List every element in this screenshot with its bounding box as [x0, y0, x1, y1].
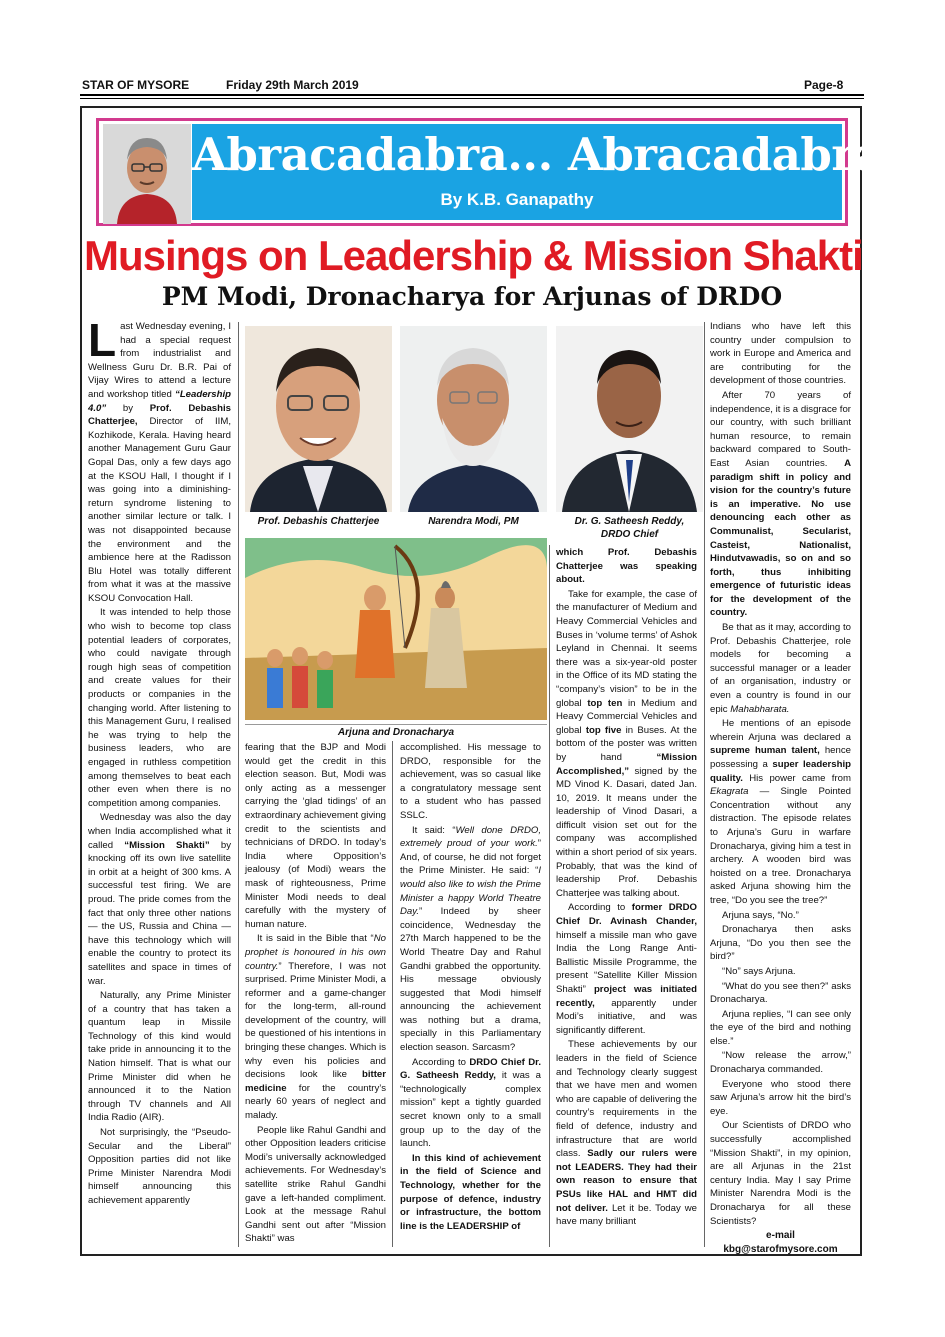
text: Wednesday was also the day when India accomplished what it called: [88, 812, 231, 851]
header-rule: [80, 94, 864, 96]
text: top ten: [587, 697, 623, 709]
text: DRDO Chief Dr. G. Satheesh Reddy,: [400, 1056, 541, 1082]
photo-chatterjee: [245, 326, 392, 512]
paragraph: Indians who have left this country under compulsion to work in Europe and America and are contributing for the development of those countries.: [710, 321, 851, 387]
text: supreme human talent,: [710, 745, 820, 757]
paragraph: People like Rahul Gandhi and other Opposition leaders criticise Modi’s universally acknowledged achievements. For Wednesday’s satellite strike Rahul Gandhi gave a left-handed compliment. Look at the message Rahul Gandhi sent out after “Mission Shakti” was: [245, 1124, 386, 1245]
text: He mentions of an episode wherein Arjuna was declared a: [710, 718, 851, 743]
portrait-chatterjee-icon: [245, 326, 392, 512]
article-column-5: [710, 320, 851, 1257]
text: it was a “technologically complex mission” kept a tightly guarded secret known only to a small group up to the day of the launch.: [400, 1070, 541, 1150]
text: top five: [585, 724, 622, 736]
paragraph: Arjuna replies, “I can see only the eye of the bird and nothing else.”: [710, 1008, 851, 1047]
text: in Buses. At the bottom of the poster was written by hand: [556, 724, 697, 763]
article-column-2: [245, 741, 386, 1247]
paragraph: “Now release the arrow,” Dronacharya commanded.: [710, 1050, 851, 1076]
caption-reddy-line1: Dr. G. Satheesh Reddy,: [574, 516, 685, 527]
text: Director of IIM, Kozhikode, Kerala. Having heard another Management Guru Gaur Gopal Das, only a few days ago at the KSOU Hall, I thought if I was going into a diminishing-return syndrome listening to another similar lecture or talk. I was not disappointed because the environment and the ambience here at the Radisson Blu Hotel was totally different from what it was at the massive KSOU Convocation Hall.: [88, 416, 231, 604]
text: “Leadership 4.0”: [88, 388, 231, 414]
paragraph: [710, 621, 851, 716]
paragraph: [556, 901, 697, 1037]
article-column-3: [400, 741, 541, 1234]
article-column-4: [556, 546, 697, 1230]
paragraph: [710, 389, 851, 620]
text: It is said in the Bible that “: [257, 933, 374, 945]
column-divider: [238, 322, 239, 1247]
text: ” And, of course, he did not forget the Prime Minister. He said: “: [400, 838, 541, 877]
paragraph: Not surprisingly, the “Pseudo-Secular and the Liberal” Opposition parties did not like Prime Minister Narendra Modi himself announcing this achievement apparently: [88, 1127, 231, 1206]
paragraph: [556, 546, 697, 587]
text: In this kind of achievement in the field of Science and Technology, whether for the purpose of defence, industry or infrastructure, the bottom line is the LEADERSHIP of: [400, 1152, 541, 1232]
subheadline: PM Modi, Dronacharya for Arjunas of DRDO: [161, 282, 783, 311]
text: “Mission Shakti”: [124, 839, 210, 851]
email-address[interactable]: kbg@starofmysore.com: [723, 1244, 838, 1256]
text: These achievements by our leaders in the field of Science and Technology clearly suggest that we have men and women who are capable of delivering the country’s requirements in the field of defence, industry and infrastructure that are world class.: [556, 1039, 697, 1160]
text: I would also like to wish the Prime Minister a happy World Theatre Day.: [400, 865, 541, 918]
text: bitter medicine: [245, 1069, 386, 1094]
text: — Single Pointed Concentration without any distraction. The episode relates to Arjuna’s Guru in warfare Dronacharya, giving him a test in archery. A wooden bird was hoisted on a tree. Dronacharya asked Arjuna showing him the tree, “Do you see the tree?”: [710, 786, 851, 906]
paragraph: “No” says Arjuna.: [722, 965, 796, 977]
caption-modi: Narendra Modi, PM: [428, 516, 519, 527]
archery-illustration-icon: [245, 538, 547, 720]
paragraph: [88, 314, 231, 605]
column-divider: [704, 322, 705, 1247]
text: apparently under Modi’s initiative, and was significantly different.: [556, 997, 697, 1036]
email-label: e-mail: [766, 1230, 795, 1242]
text: His power came from: [742, 772, 851, 784]
paragraph: [88, 811, 231, 988]
text: signed by the MD Vinod K. Dasari, dated Jan. 10, 2019. It means under the leadership of Vinod Dasari, a difficult vision set out for the company was accomplished within a short period of six years. Probably, that was the kind of leadership Prof. Debashis Chatterjee was talking about.: [556, 765, 697, 899]
text: project was initiated recently,: [556, 984, 697, 1009]
paragraph: It was intended to help those who wish to become top class potential leaders of corporates, who could navigate through rough high seas of competition and create values for their products or companies in the changing world. After listening to this Management Guru, I realised he was trying to help the business leaders, who are engaged in ruthless competition among themselves to beat each other even when there is no competition among companies.: [88, 607, 231, 809]
column-title: Abracadabra... Abracadabra...: [192, 128, 929, 181]
text: Be that as it may, according to Prof. Debashis Chatterjee, role models for becoming a successful manager or a leader of an organisation, industry or even a country is found in our epic: [710, 622, 851, 715]
paragraph: [400, 1152, 541, 1234]
header-rule-thin: [80, 98, 864, 99]
text: No prophet is honoured in his own country.: [245, 933, 386, 972]
column-divider: [549, 545, 550, 1247]
portrait-reddy-icon: [556, 326, 703, 512]
text: Mahabharata.: [730, 703, 790, 715]
issue-date: Friday 29th March 2019: [226, 78, 359, 92]
text: After 70 years of independence, it is a disgrace for our country, with such brilliant human resource, to remain backward compared to South-East Asian countries.: [710, 389, 851, 469]
paragraph: [400, 824, 541, 1055]
text: for the country’s nearly 60 years of neglect and malady.: [245, 1082, 386, 1122]
page-number: Page-8: [804, 78, 844, 92]
photo-reddy: [556, 326, 703, 512]
article-column-1: [88, 314, 231, 1209]
text: According to: [412, 1056, 470, 1068]
paragraph: [556, 1038, 697, 1228]
text: Take for example, the case of the manufacturer of Medium and Heavy Commercial Vehicles and Buses in ‘volume terms’ of Ashok Leyland in Chennai. It seems there was a six-year-old poster in the Office of its MD stating the “company’s vision” to be in the global: [556, 588, 697, 709]
paragraph: Everyone who stood there saw Arjuna’s arrow hit the bird’s eye.: [710, 1078, 851, 1117]
portrait-modi-icon: [400, 326, 547, 512]
headline: Musings on Leadership & Mission Shakti: [84, 232, 863, 279]
column-divider: [392, 741, 393, 1247]
paragraph: Naturally, any Prime Minister of a country that has taken a quantum leap in Missile Technology of this kind would take pride in announcing it to the Nation himself. That is what our Prime Minister did when he announced it to the Nation through TV channels and All India Radio (AIR).: [88, 990, 231, 1124]
author-portrait-icon: [103, 124, 191, 224]
text: ” Therefore, I was not surprised. Prime Minister Modi, a reformer and a game-changer for the long-term, all-round development of the country, will be questioned of his intentions in bringing these changes. Which is why even his policies and decisions look like: [245, 960, 386, 1081]
caption-illustration: Arjuna and Dronacharya: [245, 724, 547, 739]
text: Sadly our rulers were not LEADERS. They had their own reason to ensure that PSUs like HAL and HMT did not deliver.: [556, 1148, 697, 1214]
text: in Medium and Heavy Commercial Vehicles and global: [556, 697, 697, 736]
column-byline: By K.B. Ganapathy: [440, 190, 594, 209]
paragraph: Our Scientists of DRDO who successfully accomplished “Mission Shakti”, in my opinion, are all Arjunas in the 21st century India. May I say Prime Minister Narendra Modi is the Dronacharya for all these Scientists?: [710, 1120, 851, 1227]
text: According to: [568, 902, 632, 914]
text: which Prof. Debashis Chatterjee was speaking about.: [556, 547, 697, 586]
text: himself a missile man who gave India the Long Range Anti-Ballistic Missile Programme, the present “Satellite Killer Mission Shakti”: [556, 929, 697, 995]
paragraph: Dronacharya then asks Arjuna, “Do you then see the bird?”: [710, 924, 851, 963]
text: by: [106, 402, 150, 414]
paragraph: [245, 932, 386, 1122]
text: super leadership quality.: [710, 759, 852, 784]
drop-cap: L: [88, 314, 117, 366]
text: Let it be. Today we have many brilliant: [556, 1202, 697, 1228]
paragraph: fearing that the BJP and Modi would get the credit in this election season. But, Modi was only acting as a messenger carrying the ‘glad tidings’ of an extraordinary achievement giving credit to the scientists and technicians of DRDO. In today’s India where Opposition’s jealousy (of Modi) wears the mask of righteousness, Prime Minister Modi needs to deal carefully with the mystery of human nature.: [245, 742, 386, 930]
paragraph: “What do you see then?” asks Dronacharya.: [710, 980, 851, 1006]
text: Ekagrata: [710, 786, 749, 798]
photo-modi: [400, 326, 547, 512]
newspaper-name: STAR OF MYSORE: [82, 78, 190, 92]
illustration-arjuna-dronacharya: [245, 538, 547, 720]
paragraph: accomplished. His message to DRDO, responsible for the achievement, was so casual like a congratulatory message sent to a student who has passed SSLC.: [400, 742, 541, 821]
text: by knocking off its own live satellite in orbit at a height of 300 kms. A successful test firing. We are proud. The pride comes from the fact that only three other nations — the US, Russia and China — have this technology which will enable the country to protect its satellites and space in times of war.: [88, 839, 231, 987]
text: It said: “: [412, 824, 456, 836]
paragraph: [556, 588, 697, 901]
text: former DRDO Chief Dr. Avinash Chander,: [556, 902, 697, 928]
paragraph: Arjuna says, “No.”: [722, 909, 799, 921]
caption-chatterjee: Prof. Debashis Chatterjee: [257, 516, 380, 527]
caption-reddy-line2: DRDO Chief: [600, 529, 659, 540]
author-photo: [103, 124, 191, 224]
paragraph: [400, 1056, 541, 1151]
text: A paradigm shift in policy and vision for the country’s future is an imperative. No use denouncing each other as Communalist, Secularist, Casteist, Nationalist, Hindutvawadis, so on and so forth, thus inhibiting emergence of futuristic ideas for the development of the country.: [710, 457, 851, 619]
text: hence possessing a: [710, 745, 851, 770]
text: Prof. Debashis Chatterjee,: [88, 402, 231, 428]
paragraph: [710, 717, 851, 907]
text: “Mission Accomplished,”: [556, 751, 697, 777]
text: ast Wednesday evening, I had a special request from industrialist and Wellness Guru Dr. B.R. Pai of Vijay Wires to attend a lecture and workshop titled: [88, 321, 231, 400]
text: ” Indeed by sheer coincidence, Wednesday the 27th March happened to be the World Theatre Day and Rahul Gandhi grabbed the opportunity. His message obviously suggested that Modi himself announcing the achievement was nothing but a drama, specially in this Parliamentary election season. Sarcasm?: [400, 906, 541, 1054]
text: Well done DRDO, extremely proud of your work.: [400, 824, 541, 850]
